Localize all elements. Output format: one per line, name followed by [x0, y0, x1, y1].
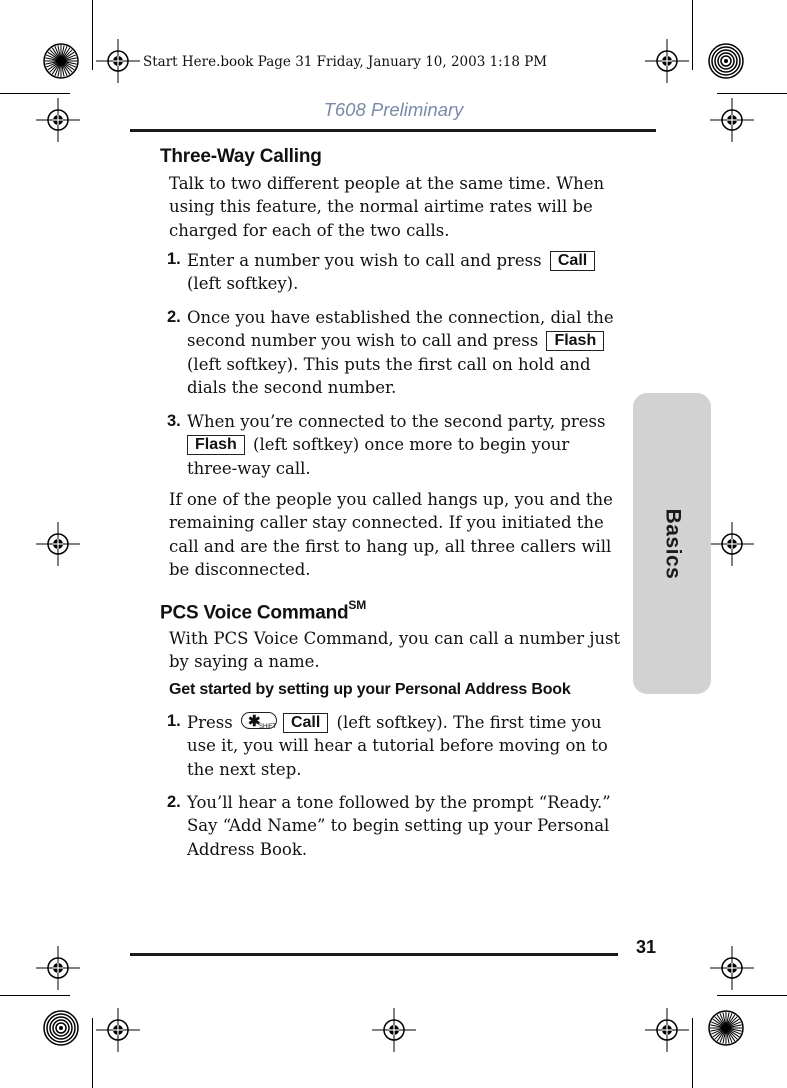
- step-text: [187, 306, 629, 400]
- page-header-title: T608 Preliminary: [323, 99, 464, 120]
- crosshair-mark: [96, 39, 140, 83]
- subheading: Get started by setting up your Personal Address Book: [169, 681, 571, 698]
- crosshair-mark: [372, 1008, 416, 1052]
- step-text-after: (left softkey) once more to begin your three-way call.: [187, 435, 570, 478]
- crosshair-mark: [645, 39, 689, 83]
- starburst-mark: [709, 1011, 743, 1045]
- section-tab-label-wrap: [633, 393, 711, 694]
- step-text: [187, 791, 629, 861]
- step-text: [187, 711, 629, 781]
- step-text-before: Once you have established the connection, dial the second number you wish to call and press: [187, 308, 614, 351]
- starburst-mark: [44, 44, 78, 78]
- crosshair-mark: [96, 1008, 140, 1052]
- heading-text: PCS Voice Command: [160, 602, 349, 624]
- section-heading-voice-command: [160, 600, 366, 624]
- step-number: 1.: [167, 250, 181, 268]
- header-rule: [130, 129, 656, 132]
- call-softkey: Call: [283, 713, 328, 733]
- paragraph: Talk to two different people at the same time. When using this feature, the normal airtime rates will be charged for each of the two calls.: [169, 174, 605, 240]
- step-text-after: (left softkey). The first time you use it, you will hear a tutorial before moving on to the next step.: [187, 713, 608, 779]
- paragraph: If one of the people you called hangs up, you and the remaining caller stay connected. If you initiated the call and are the first to hang up, all three callers will be disconnected.: [169, 490, 613, 580]
- print-info: Start Here.book Page 31 Friday, January 10, 2003 1:18 PM: [143, 54, 548, 70]
- step-text-before: Press: [187, 713, 233, 732]
- crosshair-mark: [36, 522, 80, 566]
- three-way-outro: [169, 488, 625, 582]
- ring-mark: [709, 44, 743, 78]
- star-glyph: ✱: [247, 713, 261, 730]
- step-text: [187, 410, 619, 480]
- step-number: 2.: [167, 793, 181, 811]
- step-text-after: (left softkey). This puts the first call on hold and dials the second number.: [187, 354, 591, 398]
- flash-softkey: Flash: [546, 331, 604, 351]
- flash-softkey: Flash: [187, 435, 245, 455]
- section-tab-label: Basics: [661, 508, 684, 579]
- paragraph: With PCS Voice Command, you can call a number just by saying a name.: [169, 629, 621, 672]
- footer-rule: [130, 953, 618, 956]
- page-number: 31: [636, 937, 657, 957]
- step-number: 2.: [167, 308, 181, 326]
- crosshair-mark: [645, 1008, 689, 1052]
- crosshair-mark: [710, 946, 754, 990]
- three-way-intro: [169, 172, 629, 242]
- shift-label: SHIFT: [258, 724, 277, 730]
- voice-command-intro: [169, 627, 629, 674]
- step-text-before: Enter a number you wish to call and press: [187, 251, 542, 270]
- call-softkey: Call: [550, 251, 595, 271]
- step-number: 3.: [167, 412, 181, 430]
- step-text-before: When you’re connected to the second party, press: [187, 412, 606, 431]
- service-mark: SM: [348, 598, 367, 612]
- section-heading-three-way: Three-Way Calling: [160, 146, 322, 167]
- ring-mark: [44, 1011, 78, 1045]
- step-number: 1.: [167, 712, 181, 730]
- crosshair-mark: [36, 946, 80, 990]
- paragraph: You’ll hear a tone followed by the prompt “Ready.” Say “Add Name” to begin setting up your Personal Address Book.: [187, 793, 611, 859]
- star-shift-key-icon: [241, 712, 277, 729]
- step-text: [187, 249, 629, 296]
- step-text-after: (left softkey).: [187, 274, 299, 294]
- crosshair-mark: [710, 522, 754, 566]
